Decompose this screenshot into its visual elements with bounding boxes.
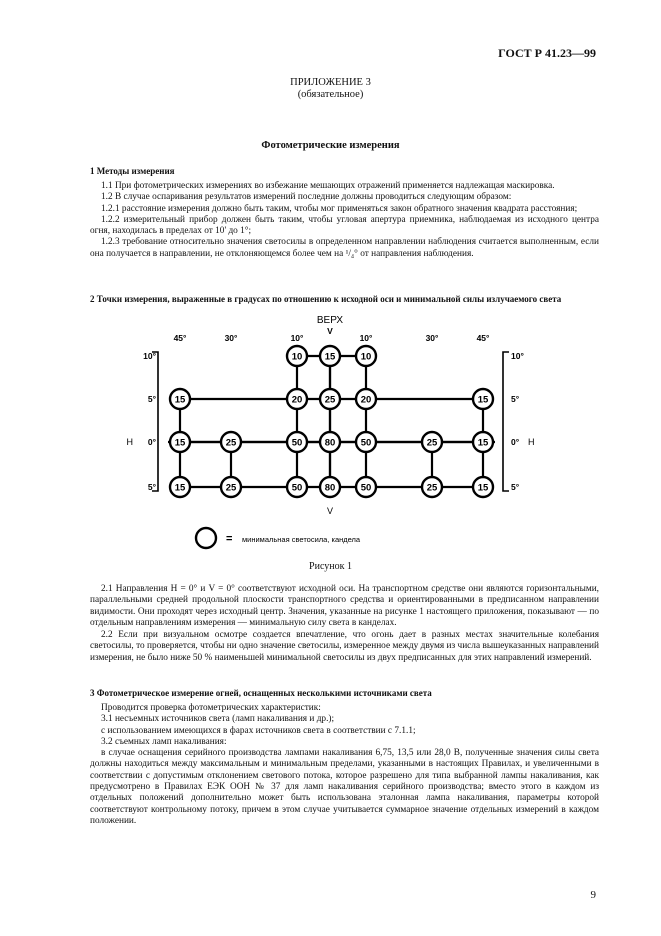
column-angle-label: 45° — [173, 333, 187, 343]
paragraph-3-1: 3.1 несъемных источников света (ламп накаливания и др.); — [101, 714, 335, 725]
h-axis-label-left: Н — [126, 437, 133, 447]
paragraph-2-2: 2.2 Если при визуальном осмотре создается впечатление, что огонь дает в разных местах значительные колебания светосилы, то проверяется, чтобы ни одно значение светосилы, измеренное между двумя из числа вышеуказанных направлений измерения, не было ниже 50 % наименьшей минимальной светосилы из двух предписанных для этих направлений измерений. — [90, 630, 599, 663]
legend-text: минимальная светосила, кандела — [242, 535, 361, 544]
paragraph-3-2: 3.2 съемных ламп накаливания: — [101, 736, 227, 747]
legend-circle-icon — [196, 528, 216, 548]
section-3-body — [90, 703, 599, 827]
measurement-point-value: 25 — [225, 437, 237, 449]
measurement-point-value: 50 — [360, 482, 372, 494]
paragraph-3-intro: Проводится проверка фотометрических характеристик: — [101, 703, 321, 713]
row-angle-label-right: 5° — [511, 482, 520, 492]
section-3-heading: 3 Фотометрическое измерение огней, оснащенных несколькими источниками света — [90, 688, 432, 698]
appendix-status: (обязательное) — [297, 89, 364, 100]
document-id: ГОСТ Р 41.23—99 — [498, 46, 596, 60]
measurement-point-value: 15 — [477, 394, 489, 406]
section-2-body — [90, 584, 599, 664]
paragraph-2-1: 2.1 Направления H = 0° и V = 0° соответствуют исходной оси. На транспортном средстве они являются горизонтальными, параллельными средней продольной плоскости транспортного средства и ориентированными в предписанном направлении видимости. Они проходят через исходный центр. Значения, указанные на рисунке 1 настоящего приложения, показывают — по отдельным направлениям измерения — минимальную силу света в канделах. — [90, 584, 599, 628]
paragraph-1-2: 1.2 В случае оспаривания результатов измерений последние должны проводиться следующим образом: — [101, 192, 512, 203]
measurement-point-value: 15 — [477, 437, 489, 449]
paragraph-1-2-3: 1.2.3 требование относительно значения светосилы в определенном направлении наблюдения считается выполненным, если она получается в направлении, не отклоняющемся более чем на ¹/₄° от направления наблюдения. — [90, 237, 599, 259]
row-angle-label-left: 5° — [147, 394, 156, 404]
column-angle-label: 10° — [359, 333, 373, 343]
measurement-point-value: 50 — [291, 482, 303, 494]
measurement-point-value: 15 — [174, 482, 186, 494]
column-angle-label: 45° — [476, 333, 490, 343]
measurement-point-value: 15 — [477, 482, 489, 494]
row-angle-label-left: 0° — [147, 437, 156, 447]
paragraph-3-2-note: в случае оснащения серийного производства лампами накаливания 6,75, 13,5 или 28,0 В, полученные значения силы света должны находиться между максимальным и минимальным пределами, указанными в настоящих Правилах, и увеличенными в соответствии с допустимым отклонением светового потока, которое разрешено для типа выбранной лампы накаливания, как предусмотрено в Правилах ЕЭК ООН № 37 для ламп накаливания серийного производства; вместо этого в каждом из отдельных положений дополнительно может быть использована эталонная лампа накаливания, параметры которой соответствуют контрольному потоку, причем в этом случае учитывается суммарное значение отдельных измерений в каждом положении. — [90, 748, 599, 826]
legend-equals: = — [226, 533, 233, 545]
page-title: Фотометрические измерения — [261, 140, 400, 151]
measurement-point-value: 80 — [324, 437, 336, 449]
measurement-point-value: 10 — [360, 351, 372, 363]
column-angle-label: 30° — [425, 333, 439, 343]
measurement-point-value: 20 — [291, 394, 303, 406]
paragraph-1-2-1: 1.2.1 расстояние измерения должно быть таким, чтобы мог применяться закон обратного значения квадрата расстояния; — [101, 203, 578, 214]
right-bracket — [503, 352, 509, 491]
measurement-point-value: 25 — [324, 394, 336, 406]
measurement-point-value: 15 — [174, 437, 186, 449]
section-2-heading: 2 Точки измерения, выраженные в градусах по отношению к исходной оси и минимальной силы излучаемого света — [90, 294, 562, 304]
measurement-point-value: 20 — [360, 394, 372, 406]
paragraph-1-1: 1.1 При фотометрических измерениях во избежание мешающих отражений применяется надлежащая маскировка. — [101, 181, 555, 191]
measurement-point-value: 80 — [324, 482, 336, 494]
row-angle-label-right: 10° — [511, 351, 524, 361]
row-angle-label-right: 5° — [511, 394, 520, 404]
v-axis-label-bottom: V — [326, 506, 334, 516]
paragraph-1-2-2: 1.2.2 измерительный прибор должен быть таким, чтобы угловая апертура приемника, наблюдаемая из исходного центра огня, находилась в пределах от 10' до 1°; — [90, 214, 599, 237]
h-axis-label-right: Н — [528, 437, 535, 447]
page-number: 9 — [590, 889, 596, 901]
measurement-point-value: 50 — [360, 437, 372, 449]
v-axis-label-top: V — [327, 326, 333, 336]
measurement-point-value: 15 — [174, 394, 186, 406]
measurement-point-value: 50 — [291, 437, 303, 449]
measurement-point-value: 25 — [426, 437, 438, 449]
figure-caption: Рисунок 1 — [309, 561, 352, 572]
column-angle-label: 10° — [290, 333, 304, 343]
measurement-point-value: 25 — [225, 482, 237, 494]
paragraph-3-1-note: с использованием имеющихся в фарах источников света в соответствии с 7.1.1; — [101, 725, 416, 736]
column-angle-label: 30° — [224, 333, 238, 343]
row-angle-label-right: 0° — [511, 437, 520, 447]
section-1-heading: 1 Методы измерения — [90, 166, 175, 176]
measurement-point-value: 15 — [324, 351, 336, 363]
row-angle-label-left: 10° — [143, 351, 156, 361]
top-direction-label: ВЕРХ — [316, 315, 344, 326]
measurement-point-value: 10 — [291, 351, 303, 363]
left-bracket — [152, 352, 158, 491]
appendix-title: ПРИЛОЖЕНИЕ 3 — [290, 77, 371, 88]
measurement-point-value: 25 — [426, 482, 438, 494]
row-angle-label-left: 5° — [147, 482, 156, 492]
